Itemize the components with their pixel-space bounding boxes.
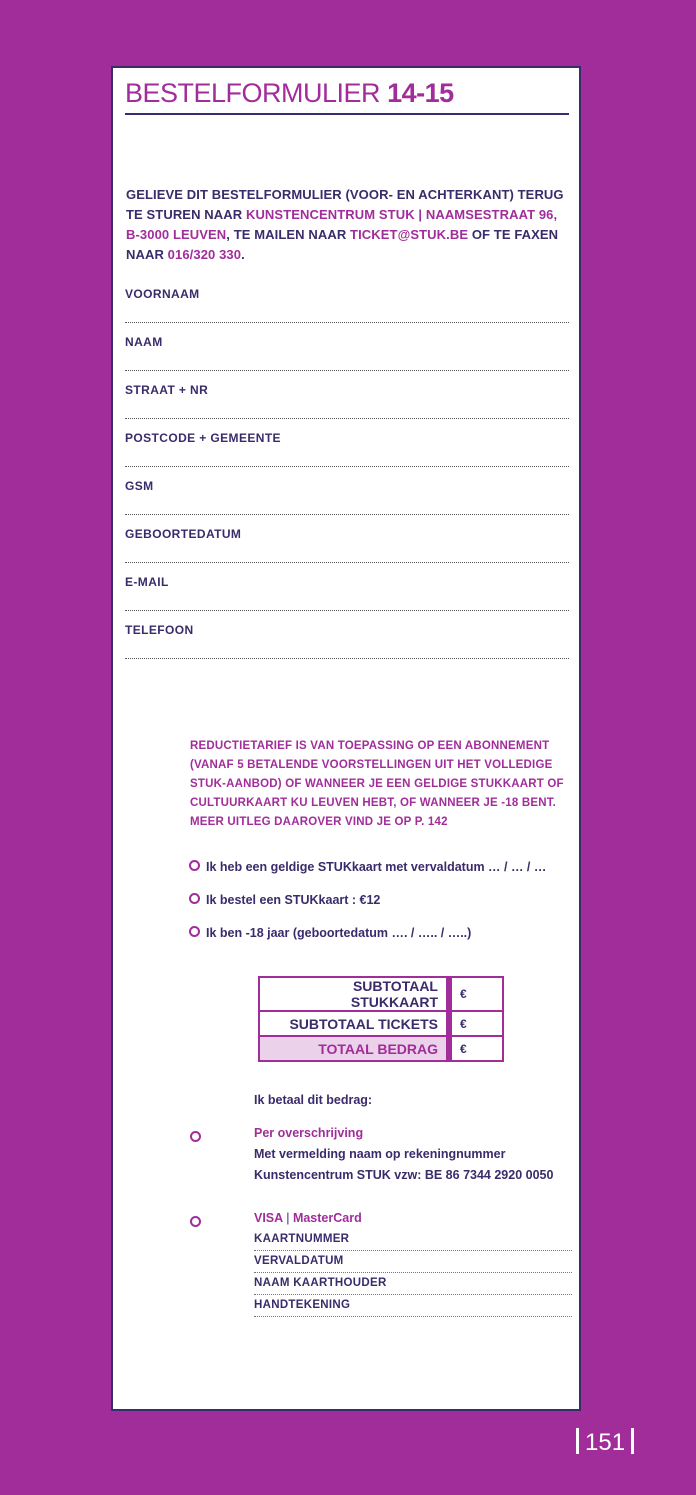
subtotal-stukkaart-amount[interactable]: € [449, 977, 503, 1011]
email-address[interactable]: TICKET@STUK.BE [350, 227, 469, 242]
page-bar [631, 1428, 634, 1454]
payment-card [254, 1208, 572, 1317]
field-label: GSM [125, 479, 154, 493]
subtotal-tickets-amount[interactable]: € [449, 1011, 503, 1036]
field-label: E-MAIL [125, 575, 169, 589]
field-gsm[interactable] [125, 479, 569, 515]
form-instructions [126, 185, 566, 265]
radio-circle-icon[interactable] [190, 1131, 201, 1142]
field-label: NAAM [125, 335, 163, 349]
radio-circle-icon[interactable] [190, 1216, 201, 1227]
radio-circle-icon[interactable] [189, 926, 200, 937]
field-label: STRAAT + NR [125, 383, 209, 397]
reduction-text: VOORSTELLINGEN UIT HET VOLLEDIGE STUK-AANBOD) OF WANNEER JE EEN GELDIGE STUKKAART OF CULTUURKAART KU LEUVEN HEBT, OF WANNEER JE -18 BENT. MEER UITLEG DAAROVER VIND JE OP P. 142 [190, 759, 564, 828]
option-label: Ik ben -18 jaar (geboortedatum …. / ….. / …..) [206, 926, 472, 940]
field-postcode[interactable] [125, 431, 569, 467]
page-number [570, 1428, 640, 1457]
field-telefoon[interactable] [125, 623, 569, 659]
field-label: POSTCODE + GEMEENTE [125, 431, 281, 445]
instructions-text: , TE MAILEN NAAR [226, 227, 351, 242]
option-order-stukkaart[interactable] [189, 893, 380, 907]
field-email[interactable] [125, 575, 569, 611]
payment-intro: Ik betaal dit bedrag: [254, 1093, 373, 1107]
field-label: TELEFOON [125, 623, 194, 637]
instructions-text: OF TE FAXEN NAAR [126, 227, 559, 262]
subtotal-stukkaart-label: SUBTOTAAL STUKKAART [259, 977, 449, 1011]
field-label: NAAM KAARTHOUDER [254, 1277, 387, 1289]
radio-circle-icon[interactable] [189, 860, 200, 871]
field-voornaam[interactable] [125, 287, 569, 323]
transfer-title: Per overschrijving [254, 1126, 364, 1140]
form-title [125, 78, 569, 115]
card-holder-field[interactable] [254, 1273, 572, 1295]
option-under-18[interactable] [189, 926, 471, 940]
field-naam[interactable] [125, 335, 569, 371]
field-straat[interactable] [125, 383, 569, 419]
page-bar [576, 1428, 579, 1454]
form-title-text: BESTELFORMULIER [125, 78, 381, 108]
totals-row [259, 977, 503, 1011]
totals-row [259, 1036, 503, 1061]
field-geboortedatum[interactable] [125, 527, 569, 563]
visa-label: VISA [254, 1211, 283, 1225]
form-season: 14-15 [387, 78, 454, 108]
subtotal-tickets-label: SUBTOTAAL TICKETS [259, 1011, 449, 1036]
reduction-text: REDUCTIETARIEF IS VAN TOEPASSING OP EEN ABONNEMENT (VANAF [190, 740, 550, 771]
page-number-text: 151 [585, 1429, 626, 1456]
instructions-text: . [241, 247, 245, 262]
total-amount-value[interactable]: € [449, 1036, 503, 1061]
field-label: VOORNAAM [125, 287, 200, 301]
order-form [111, 66, 581, 1411]
total-amount-label: TOTAAL BEDRAG [259, 1036, 449, 1061]
transfer-account: Kunstencentrum STUK vzw: BE 86 7344 2920 0050 [254, 1168, 554, 1182]
field-label: GEBOORTEDATUM [125, 527, 242, 541]
reduction-note [190, 737, 575, 832]
totals-table [258, 976, 504, 1062]
fax-number: 016/320 330 [167, 247, 242, 262]
option-label: Ik heb een geldige STUKkaart met vervaldatum … / … / … [206, 860, 547, 874]
card-types [254, 1208, 572, 1229]
option-label: Ik bestel een STUKkaart : €12 [206, 893, 381, 907]
totals-row [259, 1011, 503, 1036]
transfer-line: Met vermelding naam op rekeningnummer [254, 1147, 506, 1161]
card-expiry-field[interactable] [254, 1251, 572, 1273]
reduction-emphasis: 5 BETALENDE [237, 759, 319, 771]
mastercard-label: MasterCard [292, 1211, 362, 1225]
postal-address: KUNSTENCENTRUM STUK | NAAMSESTRAAT 96, B-3000 LEUVEN [126, 207, 558, 242]
card-number-field[interactable] [254, 1229, 572, 1251]
field-label: VERVALDATUM [254, 1255, 344, 1267]
payment-transfer [254, 1123, 572, 1186]
field-label: KAARTNUMMER [254, 1233, 350, 1245]
field-label: HANDTEKENING [254, 1299, 351, 1311]
instructions-text: GELIEVE DIT BESTELFORMULIER (VOOR- EN ACHTERKANT) TERUG TE STUREN NAAR [126, 187, 564, 222]
radio-circle-icon[interactable] [189, 893, 200, 904]
option-stukkaart-valid[interactable] [189, 860, 546, 874]
card-separator: | [286, 1211, 290, 1225]
card-signature-field[interactable] [254, 1295, 572, 1317]
